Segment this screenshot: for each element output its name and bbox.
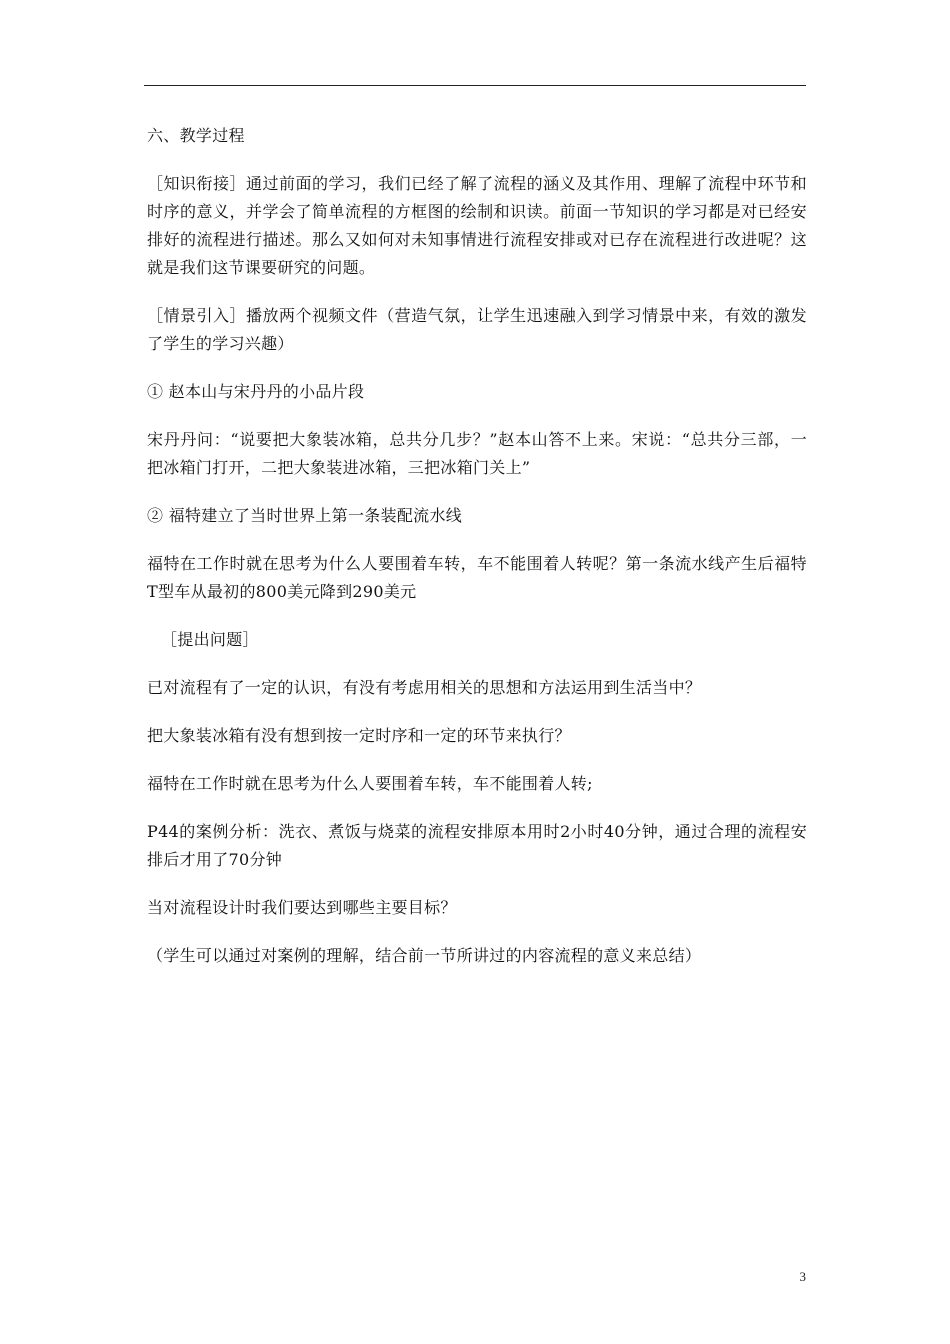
section-heading: 六、教学过程 <box>147 126 245 145</box>
list-item-assembly-line: ② 福特建立了当时世界上第一条装配流水线 <box>147 506 463 525</box>
page-number: 3 <box>799 1269 806 1284</box>
document-body <box>147 122 807 990</box>
paragraph-sketch-dialogue: 宋丹丹问：“说要把大象装冰箱，总共分几步？”赵本山答不上来。宋说：“总共分三部，一把冰箱门打开，二把大象装进冰箱，三把冰箱门关上” <box>147 430 807 477</box>
paragraph-student-summary: （学生可以通过对案例的理解，结合前一节所讲过的内容流程的意义来总结） <box>147 946 702 965</box>
paragraph-knowledge-link: ［知识衔接］通过前面的学习，我们已经了解了流程的涵义及其作用、理解了流程中环节和时序的意义，并学会了简单流程的方框图的绘制和识读。前面一节知识的学习都是对已经安排好的流程进行描述。那么又如何对未知事情进行流程安排或对已存在流程进行改进呢？这就是我们这节课要研究的问题。 <box>147 174 807 277</box>
paragraph-case-analysis: P44的案例分析：洗衣、煮饭与烧菜的流程安排原本用时2小时40分钟，通过合理的流程安排后才用了70分钟 <box>147 822 807 869</box>
paragraph-ford: 福特在工作时就在思考为什么人要围着车转，车不能围着人转呢？第一条流水线产生后福特T型车从最初的800美元降到290美元 <box>147 554 807 601</box>
list-item-sketch: ① 赵本山与宋丹丹的小品片段 <box>147 382 365 401</box>
question-apply-to-life: 已对流程有了一定的认识，有没有考虑用相关的思想和方法运用到生活当中？ <box>147 678 702 697</box>
question-ford-thinking: 福特在工作时就在思考为什么人要围着车转，车不能围着人转; <box>147 774 593 793</box>
paragraph-raise-questions: ［提出问题］ <box>161 630 259 649</box>
question-design-goals: 当对流程设计时我们要达到哪些主要目标？ <box>147 898 457 917</box>
header-rule <box>144 85 806 86</box>
paragraph-scenario-intro: ［情景引入］播放两个视频文件（营造气氛，让学生迅速融入到学习情景中来，有效的激发了学生的学习兴趣） <box>147 306 807 353</box>
question-elephant-fridge: 把大象装冰箱有没有想到按一定时序和一定的环节来执行？ <box>147 726 571 745</box>
